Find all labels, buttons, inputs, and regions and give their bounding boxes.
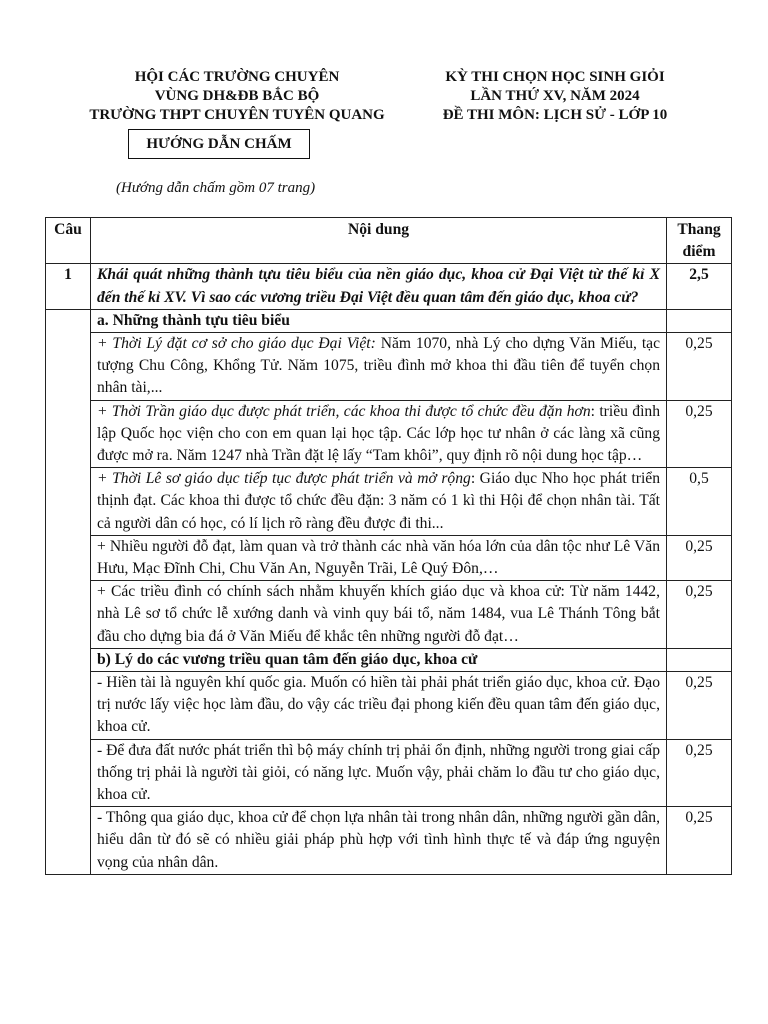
table-row	[46, 672, 732, 740]
header-right	[420, 68, 690, 125]
table-row	[46, 333, 732, 401]
table-row	[46, 807, 732, 875]
question-text: Khái quát những thành tựu tiêu biểu của nền giáo dục, khoa cử Đại Việt từ thế kỉ X đến thế kỉ XV. Vì sao các vương triều Đại Việt đều quan tâm đến giáo dục, khoa cử?	[91, 264, 667, 309]
section-a-heading: a. Những thành tựu tiêu biểu	[91, 309, 667, 332]
header-right-line-2: LẦN THỨ XV, NĂM 2024	[470, 88, 640, 104]
row-a1-lead: + Thời Lý đặt cơ sở cho giáo dục Đại Việt:	[97, 335, 376, 353]
row-b2-content: - Để đưa đất nước phát triển thì bộ máy chính trị phải ổn định, những người trong giai cấp thống trị phải là người tài giỏi, có năng lực. Muốn vậy, phải chăm lo đầu tư cho giáo dục, khoa cử.	[91, 739, 667, 807]
cau-spacer-cell	[46, 309, 91, 874]
grading-table	[45, 217, 732, 875]
row-b1-content: - Hiền tài là nguyên khí quốc gia. Muốn có hiền tài phải phát triển giáo dục, khoa cử. Đạo trị nước lấy việc học làm đầu, do vậy các triều đại phong kiến đều quan tâm đến giáo dục, khoa cử.	[91, 672, 667, 740]
section-b-score-cell	[667, 648, 732, 671]
row-a4-content: + Nhiều người đỗ đạt, làm quan và trở thành các nhà văn hóa lớn của dân tộc như Lê Văn Hưu, Mạc Đĩnh Chi, Chu Văn An, Nguyễn Trãi, Lê Quý Đôn,…	[91, 535, 667, 580]
row-a1-text: Năm 1070, nhà Lý cho dựng Văn Miếu, tạc tượng Chu Công, Khổng Tử. Năm 1075, triều đình mở khoa thi đầu tiên để tuyển chọn nhân tài,...	[97, 335, 660, 397]
header-left-line-2: VÙNG DH&ĐB BẮC BỘ	[154, 88, 320, 104]
row-a3-lead: + Thời Lê sơ giáo dục tiếp tục được phát triển và mở rộng	[97, 470, 471, 488]
page-count-note: (Hướng dẫn chấm gồm 07 trang)	[116, 180, 316, 196]
row-b1-score: 0,25	[667, 672, 732, 740]
header-score-line-2: điểm	[682, 243, 716, 261]
header-cau: Câu	[46, 218, 91, 264]
row-b2-score: 0,25	[667, 739, 732, 807]
table-row	[46, 581, 732, 649]
row-a2-content	[91, 400, 667, 468]
question-number: 1	[46, 264, 91, 309]
table-header-row	[46, 218, 732, 264]
section-b-row	[46, 648, 732, 671]
section-a-score-cell	[667, 309, 732, 332]
row-a2-score: 0,25	[667, 400, 732, 468]
header-left	[62, 68, 412, 125]
table-row	[46, 400, 732, 468]
row-a3-text: : Giáo dục Nho học phát triển thịnh đạt. Các khoa thi được tổ chức đều đặn: 3 năm có 1 kì thi Hội để chọn nhân tài. Tất cả người dân có học, có lí lịch rõ ràng đều được đi thi...	[97, 470, 661, 532]
header-content: Nội dung	[91, 218, 667, 264]
row-a4-score: 0,25	[667, 535, 732, 580]
header-left-line-3: TRƯỜNG THPT CHUYÊN TUYÊN QUANG	[89, 107, 385, 123]
table-row	[46, 739, 732, 807]
row-a3-content	[91, 468, 667, 536]
row-a3-score: 0,5	[667, 468, 732, 536]
row-a5-content: + Các triều đình có chính sách nhằm khuyến khích giáo dục và khoa cử: Từ năm 1442, nhà Lê sơ tổ chức lễ xướng danh và vinh quy bái tổ, năm 1484, vua Lê Thánh Tông bắt đầu cho dựng bia đá ở Văn Miếu để khắc tên những người đỗ đạt…	[91, 581, 667, 649]
row-a5-score: 0,25	[667, 581, 732, 649]
row-a2-lead: + Thời Trần giáo dục được phát triển, các khoa thi được tổ chức đều đặn hơn	[97, 402, 591, 420]
section-b-heading: b) Lý do các vương triều quan tâm đến giáo dục, khoa cử	[91, 648, 667, 671]
question-row	[46, 264, 732, 309]
table-row	[46, 535, 732, 580]
row-a1-content	[91, 333, 667, 401]
header-left-line-1: HỘI CÁC TRƯỜNG CHUYÊN	[134, 69, 340, 85]
row-a2-text: : triều đình lập Quốc học viện cho con em quan lại học tập. Các lớp học tư nhân ở các làng xã cũng được mở ra. Năm 1247 nhà Trần đặt lệ lấy “Tam khôi”, quy định rõ nội dung học tập…	[97, 402, 660, 465]
guide-label-box: HƯỚNG DẪN CHẤM	[128, 129, 310, 159]
row-a1-score: 0,25	[667, 333, 732, 401]
row-b3-content: - Thông qua giáo dục, khoa cử để chọn lựa nhân tài trong nhân dân, những người gần dân, hiểu dân từ đó sẽ có nhiều giải pháp phù hợp với tình hình thực tế và đáp ứng nguyện vọng của nhân dân.	[91, 807, 667, 875]
header-right-line-1: KỲ THI CHỌN HỌC SINH GIỎI	[445, 69, 665, 85]
header-right-line-3: ĐỀ THI MÔN: LỊCH SỬ - LỚP 10	[442, 107, 668, 123]
header-score	[667, 218, 732, 264]
header-score-line-1: Thang	[677, 221, 721, 238]
section-a-row	[46, 309, 732, 332]
row-b3-score: 0,25	[667, 807, 732, 875]
table-row	[46, 468, 732, 536]
question-score: 2,5	[667, 264, 732, 309]
